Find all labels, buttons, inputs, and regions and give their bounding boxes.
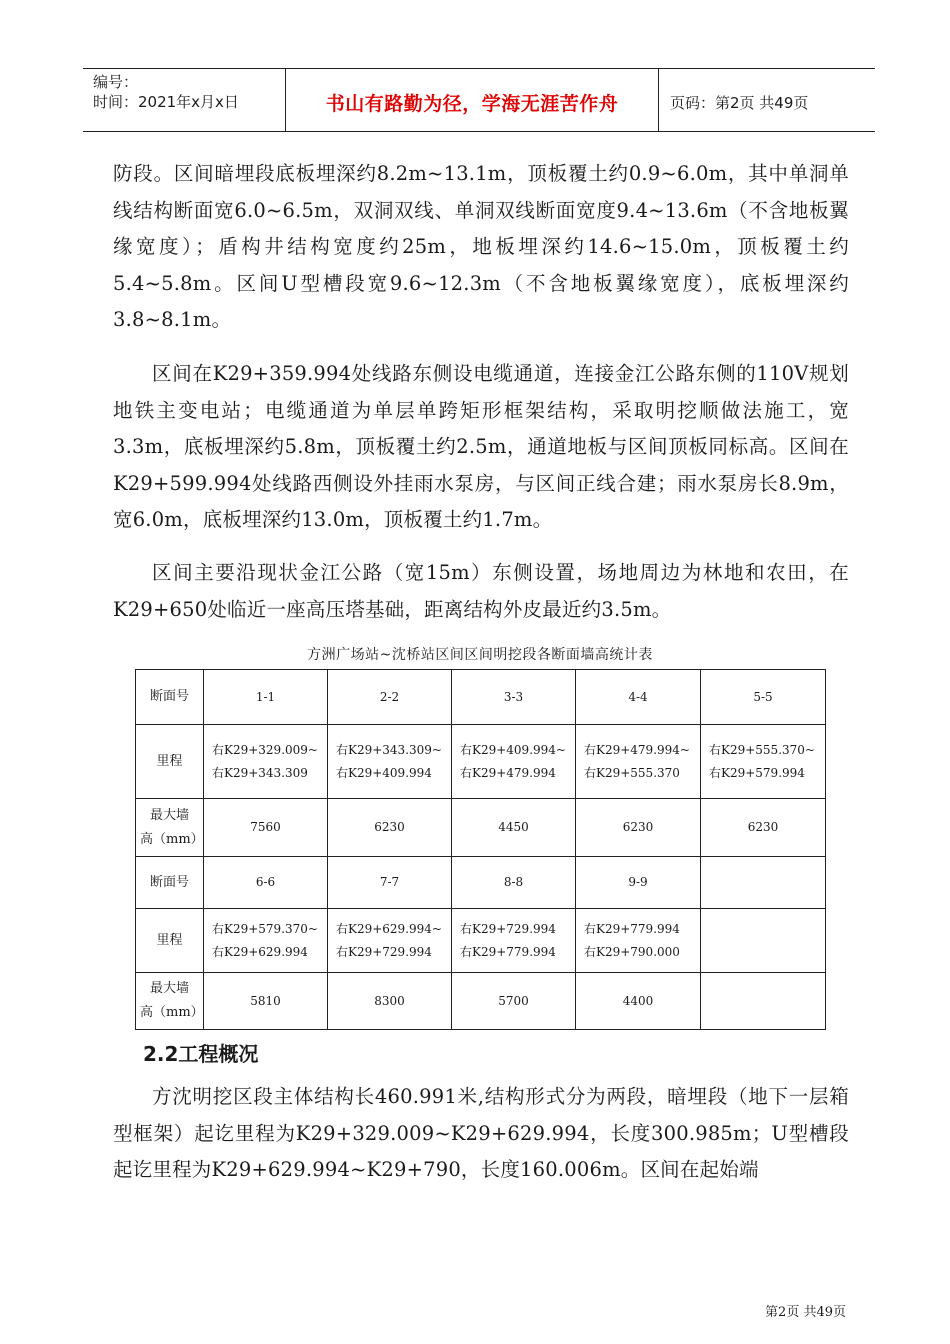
mileage-end: 右K29+790.000 [584, 944, 680, 959]
height-cell: 6230 [328, 799, 452, 857]
header-page-cell [660, 69, 875, 131]
document-number-label: 编号： [93, 73, 139, 91]
table-row-mileage [136, 909, 826, 973]
row-label-mileage: 里程 [136, 909, 204, 973]
row-label-line2: 高（mm） [140, 831, 204, 847]
height-cell: 8300 [328, 973, 452, 1030]
mileage-start: 右K29+579.370~ [212, 921, 318, 936]
page-header [83, 68, 875, 132]
mileage-end: 右K29+343.309 [212, 765, 308, 780]
height-cell: 5700 [452, 973, 576, 1030]
mileage-end: 右K29+779.994 [460, 944, 556, 959]
row-label-wall-height [136, 973, 204, 1030]
header-page-number: 页码：第2页 共49页 [670, 93, 809, 112]
row-label-wall-height [136, 799, 204, 857]
row-label-section: 断面号 [136, 670, 204, 725]
height-cell: 5810 [204, 973, 328, 1030]
header-motto: 书山有路勤为径，学海无涯苦作舟 [325, 92, 619, 115]
section-cell: 3-3 [452, 670, 576, 725]
row-label-line1: 最大墙 [149, 981, 189, 996]
section-cell: 1-1 [204, 670, 328, 725]
mileage-end: 右K29+555.370 [584, 765, 680, 780]
mileage-cell [701, 909, 826, 973]
mileage-start: 右K29+479.994~ [584, 742, 690, 757]
section-heading: 2.2工程概况 [143, 1042, 259, 1066]
mileage-end: 右K29+409.994 [336, 765, 432, 780]
table-row-height [136, 799, 826, 857]
section-cell: 8-8 [452, 857, 576, 909]
height-cell: 6230 [576, 799, 701, 857]
mileage-cell [576, 725, 701, 799]
mileage-cell [204, 725, 328, 799]
mileage-start: 右K29+409.994~ [460, 742, 566, 757]
row-label-line2: 高（mm） [140, 1005, 204, 1020]
header-meta-cell [83, 69, 286, 131]
wall-height-table [135, 669, 826, 1030]
row-label-section: 断面号 [136, 857, 204, 909]
mileage-cell [328, 725, 452, 799]
height-cell: 4400 [576, 973, 701, 1030]
paragraph-structure-depths: 防段。区间暗埋段底板埋深约8.2m~13.1m，顶板覆土约0.9~6.0m，其中单洞单线结构断面宽6.0~6.5m，双洞双线、单洞双线断面宽度9.4~13.6m（不含地板翼缘宽度）；盾构井结构宽度约25m，地板埋深约14.6~15.0m，顶板覆土约5.4~5.8m。区间U型槽段宽9.6~12.3m（不含地板翼缘宽度），底板埋深约3.8~8.1m。 [113, 162, 849, 331]
height-cell [701, 973, 826, 1030]
table-caption: 方洲广场站~沈桥站区间区间明挖段各断面墙高统计表 [307, 647, 653, 663]
mileage-cell [328, 909, 452, 973]
mileage-cell [452, 909, 576, 973]
table-row-section [136, 857, 826, 909]
header-motto-cell [286, 69, 659, 131]
height-cell: 6230 [701, 799, 826, 857]
paragraph-cable-channel: 区间在K29+359.994处线路东侧设电缆通道，连接金江公路东侧的110V规划地铁主变电站；电缆通道为单层单跨矩形框架结构，采取明挖顺做法施工，宽3.3m，底板埋深约5.8m，顶板覆土约2.5m，通道地板与区间顶板同标高。区间在K29+599.994处线路西侧设外挂雨水泵房，与区间正线合建；雨水泵房长8.9m，宽6.0m，底板埋深约13.0m，顶板覆土约1.7m。 [113, 362, 849, 531]
table-row-section [136, 670, 826, 725]
page-footer: 第2页 共49页 [765, 1305, 846, 1320]
table-row-height [136, 973, 826, 1030]
mileage-end: 右K29+579.994 [709, 765, 805, 780]
height-cell: 4450 [452, 799, 576, 857]
section-cell: 2-2 [328, 670, 452, 725]
mileage-cell [452, 725, 576, 799]
paragraph-site-location: 区间主要沿现状金江公路（宽15m）东侧设置，场地周边为林地和农田，在K29+650处临近一座高压塔基础，距离结构外皮最近约3.5m。 [113, 561, 849, 621]
document-date-label: 时间：2021年x月x日 [93, 93, 239, 111]
mileage-start: 右K29+343.309~ [336, 742, 442, 757]
mileage-end: 右K29+629.994 [212, 944, 308, 959]
mileage-cell [576, 909, 701, 973]
paragraph-project-overview: 方沈明挖区段主体结构长460.991米,结构形式分为两段，暗埋段（地下一层箱型框架）起讫里程为K29+329.009~K29+629.994，长度300.985m；U型槽段起讫里程为K29+629.994~K29+790，长度160.006m。区间在起始端 [113, 1085, 849, 1181]
mileage-start: 右K29+779.994 [584, 921, 680, 936]
mileage-end: 右K29+729.994 [336, 944, 432, 959]
mileage-start: 右K29+629.994~ [336, 921, 442, 936]
row-label-mileage: 里程 [136, 725, 204, 799]
section-cell: 5-5 [701, 670, 826, 725]
row-label-line1: 最大墙 [149, 807, 189, 823]
section-cell [701, 857, 826, 909]
section-cell: 6-6 [204, 857, 328, 909]
mileage-start: 右K29+329.009~ [212, 742, 318, 757]
section-cell: 7-7 [328, 857, 452, 909]
height-cell: 7560 [204, 799, 328, 857]
section-cell: 4-4 [576, 670, 701, 725]
mileage-cell [204, 909, 328, 973]
mileage-start: 右K29+555.370~ [709, 742, 815, 757]
section-cell: 9-9 [576, 857, 701, 909]
mileage-cell [701, 725, 826, 799]
table-row-mileage [136, 725, 826, 799]
mileage-end: 右K29+479.994 [460, 765, 556, 780]
mileage-start: 右K29+729.994 [460, 921, 556, 936]
